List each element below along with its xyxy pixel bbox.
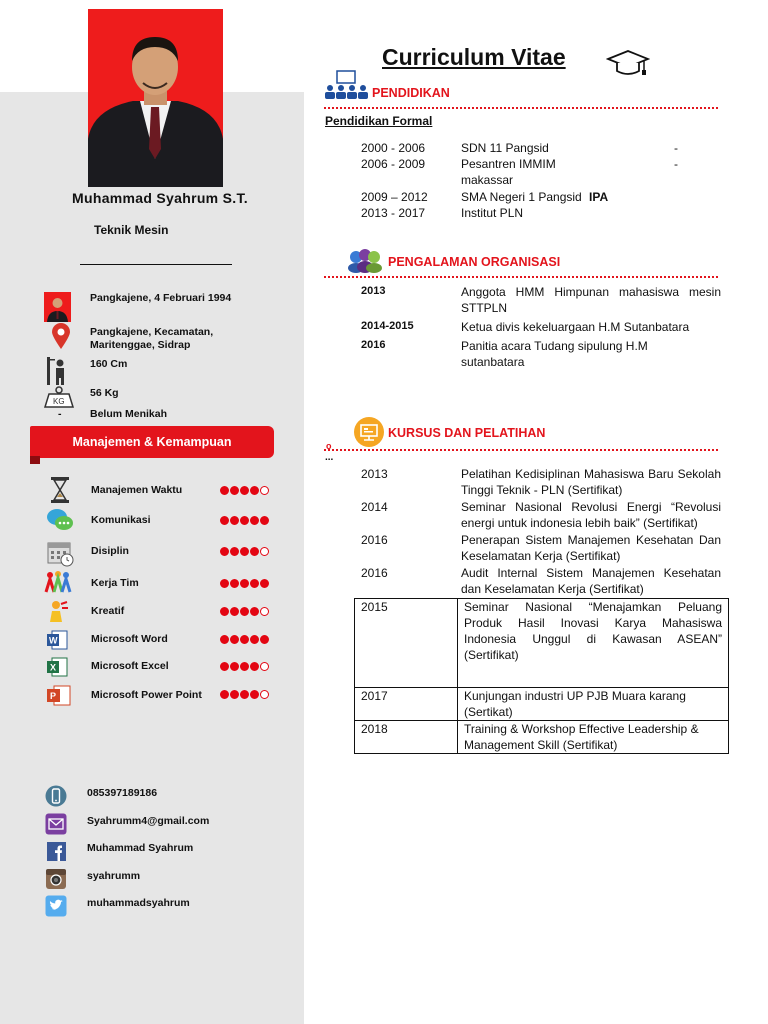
rating-dot-filled	[260, 635, 269, 644]
skill-label: Microsoft Excel	[91, 660, 169, 672]
chat-bubbles-icon	[46, 508, 74, 537]
skill-rating	[220, 662, 269, 671]
rating-dot-filled	[250, 662, 259, 671]
profile-photo	[88, 9, 223, 187]
hourglass-icon	[50, 477, 70, 508]
twitter-icon	[45, 895, 67, 922]
rating-dot-filled	[240, 607, 249, 616]
rating-dot-filled	[240, 486, 249, 495]
edu-school: Pesantren IMMIM makassar	[461, 157, 556, 187]
edu-years: 2006 - 2009	[361, 157, 426, 171]
section-divider	[324, 107, 718, 109]
course-table	[354, 598, 729, 754]
organization-icon	[346, 248, 384, 279]
rating-dot-filled	[250, 635, 259, 644]
rating-dot-filled	[220, 579, 229, 588]
rating-dot-empty	[260, 690, 269, 699]
rating-dot-empty	[260, 607, 269, 616]
location-pin-icon	[50, 322, 72, 355]
course-years: 2016	[361, 566, 388, 580]
skill-rating	[220, 547, 269, 556]
edu-years: 2000 - 2006	[361, 141, 426, 155]
address-info: Pangkajene, Kecamatan, Maritenggae, Sidrap	[90, 326, 214, 351]
skill-label: Kerja Tim	[91, 577, 139, 589]
rating-dot-filled	[250, 486, 259, 495]
creative-icon	[48, 600, 70, 629]
marital-marker: -	[58, 408, 62, 420]
rating-dot-filled	[240, 662, 249, 671]
rating-dot-empty	[260, 547, 269, 556]
facebook-icon	[47, 842, 66, 866]
rating-dot-filled	[260, 579, 269, 588]
education-subheading: Pendidikan Formal	[325, 114, 433, 128]
rating-dot-filled	[220, 607, 229, 616]
email-icon	[45, 813, 67, 840]
rating-dot-filled	[250, 516, 259, 525]
skill-rating	[220, 635, 269, 644]
profile-role: Teknik Mesin	[94, 223, 169, 237]
rating-dot-filled	[260, 516, 269, 525]
education-icon	[322, 70, 370, 105]
rating-dot-filled	[230, 662, 239, 671]
course-heading: KURSUS DAN PELATIHAN	[388, 426, 546, 440]
course-desc: Seminar Nasional Revolusi Energi “Revolusi energi untuk indonesia lebih baik” (Sertifikat)	[461, 500, 721, 530]
excel-icon	[46, 656, 68, 683]
education-heading: PENDIDIKAN	[372, 86, 450, 100]
rating-dot-filled	[230, 607, 239, 616]
rating-dot-filled	[250, 547, 259, 556]
rating-dot-filled	[230, 547, 239, 556]
course-years: 2014	[361, 500, 388, 514]
skill-label: Microsoft Power Point	[91, 689, 202, 701]
word-icon	[46, 629, 68, 656]
course-years: 2018	[355, 721, 458, 754]
powerpoint-icon	[46, 684, 72, 713]
skills-banner: Manajemen & Kemampuan	[30, 426, 274, 458]
person-photo-icon	[88, 9, 223, 187]
svg-text:X: X	[50, 662, 57, 673]
rating-dot-filled	[240, 516, 249, 525]
rating-dot-filled	[240, 547, 249, 556]
section-divider	[324, 276, 718, 278]
table-row	[355, 721, 729, 754]
course-desc: Seminar Nasional “Menajamkan Peluang Produk Hasil Inovasi Karya Mahasiswa Indonesia Unggul di Kawasan ASEAN” (Sertifikat)	[458, 599, 729, 688]
skill-rating	[220, 516, 269, 525]
rating-dot-filled	[230, 486, 239, 495]
org-desc: Ketua divis kekeluargaan H.M Sutanbatara	[461, 320, 690, 334]
rating-dot-filled	[250, 690, 259, 699]
skill-label: Kreatif	[91, 605, 125, 617]
rating-dot-filled	[220, 690, 229, 699]
rating-dot-filled	[230, 635, 239, 644]
skill-rating	[220, 690, 269, 699]
rating-dot-filled	[230, 579, 239, 588]
org-years: 2014-2015	[361, 320, 414, 332]
edu-years: 2009 – 2012	[361, 190, 428, 204]
skill-rating	[220, 486, 269, 495]
edu-years: 2013 - 2017	[361, 206, 426, 220]
marital-info: Belum Menikah	[90, 408, 168, 420]
org-years: 2013	[361, 285, 386, 297]
rating-dot-filled	[250, 607, 259, 616]
phone-text: 085397189186	[87, 787, 158, 799]
rating-dot-filled	[220, 662, 229, 671]
course-years: 2013	[361, 467, 388, 481]
facebook-text: Muhammad Syahrum	[87, 842, 194, 854]
course-years: 2017	[355, 688, 458, 721]
section-divider	[324, 449, 718, 451]
rating-dot-filled	[240, 579, 249, 588]
skill-rating	[220, 579, 269, 588]
svg-text:KG: KG	[53, 397, 65, 406]
rating-dot-filled	[220, 516, 229, 525]
graduation-cap-icon	[606, 49, 650, 84]
course-leading-marker: ...	[325, 452, 334, 463]
rating-dot-filled	[250, 579, 259, 588]
course-desc: Audit Internal Sistem Manajemen Kesehatan dan Keselamatan Kerja (Sertifikat)	[461, 566, 721, 596]
rating-dot-filled	[240, 690, 249, 699]
rating-dot-empty	[260, 486, 269, 495]
page-title: Curriculum Vitae	[382, 44, 566, 70]
edu-school: Institut PLN	[461, 206, 524, 220]
course-icon	[353, 416, 385, 453]
divider	[80, 264, 232, 265]
organization-heading: PENGALAMAN ORGANISASI	[388, 255, 561, 269]
rating-dot-filled	[220, 547, 229, 556]
course-desc: Penerapan Sistem Manajemen Kesehatan Dan Keselamatan Kerja (Sertifikat)	[461, 533, 721, 563]
rating-dot-filled	[230, 690, 239, 699]
course-years: 2015	[355, 599, 458, 688]
edu-extra: -	[674, 157, 678, 171]
skill-label: Manajemen Waktu	[91, 484, 183, 496]
banner-fold	[30, 456, 40, 464]
edu-school: SMA Negeri 1 Pangsid	[461, 190, 582, 204]
birth-info: Pangkajene, 4 Februari 1994	[90, 292, 232, 304]
rating-dot-filled	[230, 516, 239, 525]
profile-name: Muhammad Syahrum S.T.	[72, 190, 248, 206]
svg-text:P: P	[50, 691, 57, 701]
team-icon	[44, 570, 72, 601]
course-desc: Kunjungan industri UP PJB Muara karang (Sertikat)	[458, 688, 729, 721]
edu-school: SDN 11 Pangsid	[461, 141, 549, 155]
course-desc: Training & Workshop Effective Leadership & Management Skill (Sertifikat)	[458, 721, 729, 754]
skill-label: Komunikasi	[91, 514, 151, 526]
course-years: 2016	[361, 533, 388, 547]
edu-extra: -	[674, 141, 678, 155]
skill-label: Microsoft Word	[91, 633, 168, 645]
table-row	[355, 688, 729, 721]
org-desc: Panitia acara Tudang sipulung H.M sutanbatara	[461, 339, 648, 369]
skill-label: Disiplin	[91, 545, 129, 557]
rating-dot-empty	[260, 662, 269, 671]
divider-left-marker: o	[326, 441, 332, 451]
rating-dot-filled	[220, 635, 229, 644]
org-years: 2016	[361, 339, 386, 351]
svg-text:W: W	[49, 635, 58, 646]
course-desc: Pelatihan Kedisiplinan Mahasiswa Baru Sekolah Tinggi Teknik - PLN (Sertifikat)	[461, 467, 721, 497]
edu-major: IPA	[589, 190, 609, 204]
height-info: 160 Cm	[90, 358, 128, 370]
skill-rating	[220, 607, 269, 616]
instagram-text: syahrumm	[87, 870, 141, 882]
twitter-text: muhammadsyahrum	[87, 897, 190, 909]
phone-icon	[45, 785, 67, 812]
rating-dot-filled	[240, 635, 249, 644]
rating-dot-filled	[220, 486, 229, 495]
table-row	[355, 599, 729, 688]
weight-info: 56 Kg	[90, 387, 119, 399]
org-desc: Anggota HMM Himpunan mahasiswa mesin STTPLN	[461, 285, 721, 315]
instagram-icon	[45, 868, 67, 895]
calendar-icon	[46, 539, 74, 572]
email-text: Syahrumm4@gmail.com	[87, 815, 210, 827]
